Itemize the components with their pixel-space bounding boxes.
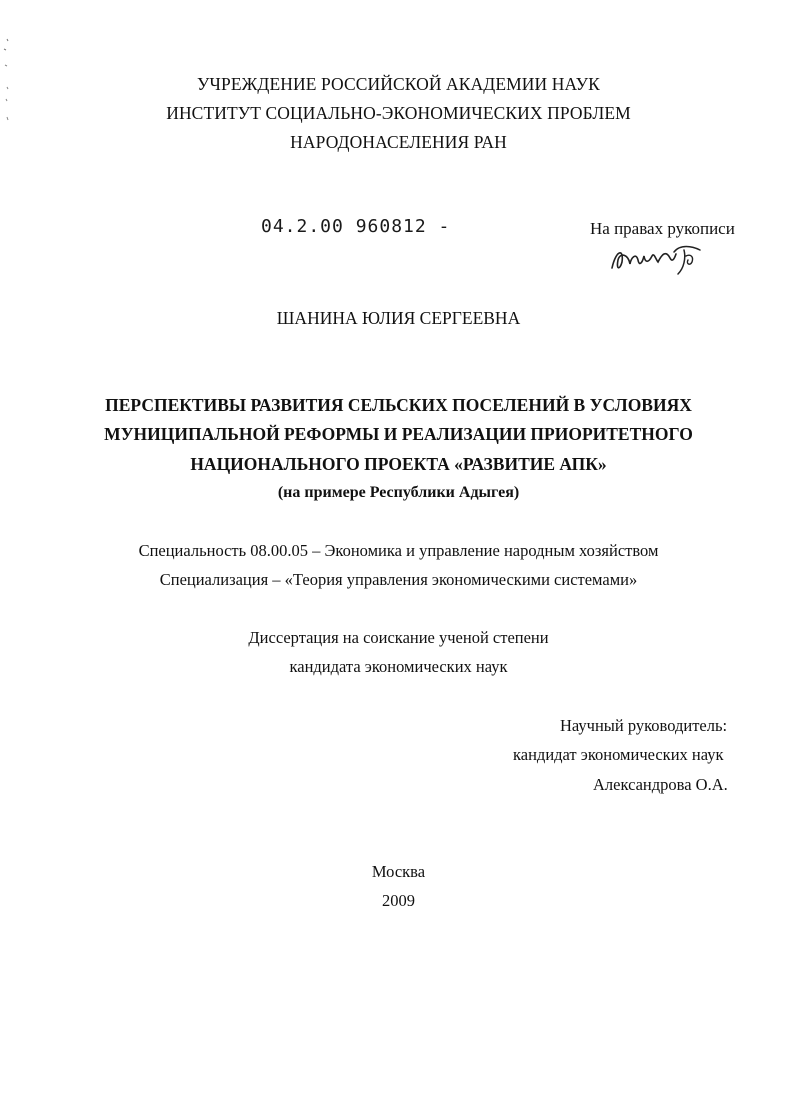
- supervisor-name: Александрова О.А.: [593, 775, 728, 794]
- institution-line-2: ИНСТИТУТ СОЦИАЛЬНО-ЭКОНОМИЧЕСКИХ ПРОБЛЕМ: [166, 103, 631, 123]
- institution-line-1: УЧРЕЖДЕНИЕ РОССИЙСКОЙ АКАДЕМИИ НАУК: [197, 74, 600, 94]
- specialization-line: Специализация – «Теория управления экономическими системами»: [159, 570, 638, 589]
- manuscript-note: На правах рукописи: [590, 219, 735, 238]
- specialty-line: Специальность 08.00.05 – Экономика и управление народным хозяйством: [138, 541, 659, 560]
- registration-code: 04.2.00 960812 -: [261, 216, 451, 237]
- handwritten-signature-icon: [608, 240, 708, 276]
- year: 2009: [382, 891, 415, 910]
- title-line-3: НАЦИОНАЛЬНОГО ПРОЕКТА «РАЗВИТИЕ АПК»: [190, 454, 607, 474]
- author-name: ШАНИНА ЮЛИЯ СЕРГЕЕВНА: [276, 308, 521, 328]
- title-line-2: МУНИЦИПАЛЬНОЙ РЕФОРМЫ И РЕАЛИЗАЦИИ ПРИОРИТЕТНОГО: [104, 424, 693, 444]
- city: Москва: [371, 862, 426, 881]
- institution-line-3: НАРОДОНАСЕЛЕНИЯ РАН: [290, 132, 507, 152]
- supervisor-label: Научный руководитель:: [560, 716, 728, 735]
- title-line-1: ПЕРСПЕКТИВЫ РАЗВИТИЯ СЕЛЬСКИХ ПОСЕЛЕНИЙ В УСЛОВИЯХ: [105, 395, 692, 415]
- supervisor-degree: кандидат экономических наук: [513, 745, 724, 764]
- degree-line-1: Диссертация на соискание ученой степени: [248, 628, 549, 647]
- degree-line-2: кандидата экономических наук: [289, 657, 508, 676]
- title-subtitle: (на примере Республики Адыгея): [277, 484, 520, 501]
